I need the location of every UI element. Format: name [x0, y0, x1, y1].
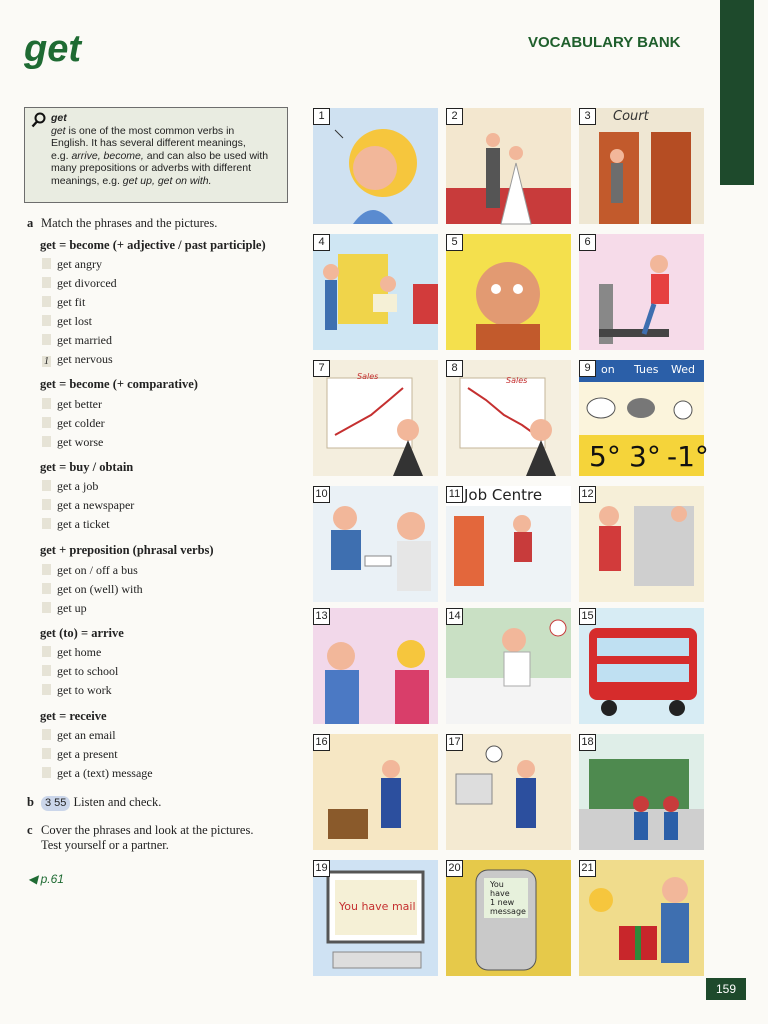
phrase-item — [42, 517, 110, 532]
answer-box[interactable] — [42, 748, 51, 759]
group-heading: get = buy / obtain — [40, 460, 134, 474]
answer-box[interactable] — [42, 315, 51, 326]
phrase-item — [42, 766, 153, 781]
phrase-text: get angry — [57, 257, 102, 271]
magnifier-icon — [31, 112, 47, 128]
picture-panel — [579, 860, 704, 976]
info-line-3: e.g. arrive, become, and can also be used with — [51, 149, 269, 162]
info-box — [24, 107, 288, 203]
phrase-item — [42, 601, 87, 616]
picture-panel — [579, 360, 709, 476]
picture-number: 9 — [579, 360, 596, 377]
info-line-2: English. It has several different meanings, — [51, 137, 246, 149]
picture-panel — [446, 608, 571, 724]
picture-number: 21 — [579, 860, 596, 877]
phrase-item — [42, 563, 138, 578]
illustration — [313, 234, 438, 350]
weather-days: on Tues Wed — [601, 363, 695, 376]
answer-box[interactable] — [42, 684, 51, 695]
answer-box[interactable] — [42, 296, 51, 307]
picture-panel — [579, 108, 704, 224]
back-reference-link[interactable]: ◀ p.61 — [28, 872, 64, 886]
illustration — [313, 486, 438, 602]
phrase-text: get better — [57, 397, 102, 411]
answer-box[interactable] — [42, 646, 51, 657]
phrase-text: get lost — [57, 314, 92, 328]
picture-number: 4 — [313, 234, 330, 251]
phrase-text: get up — [57, 601, 87, 615]
weather-temps: 5° 3° -1° — [589, 440, 709, 473]
answer-box[interactable] — [42, 518, 51, 529]
picture-panel — [313, 234, 438, 350]
illustration — [579, 108, 704, 224]
picture-number: 1 — [313, 108, 330, 125]
picture-panel — [313, 608, 438, 724]
page-title: get — [24, 28, 81, 70]
phrase-item — [42, 416, 105, 431]
picture-panel — [446, 360, 571, 476]
illustration — [579, 234, 704, 350]
phrase-text: get married — [57, 333, 112, 347]
picture-panel — [313, 108, 438, 224]
job-centre-sign: Job Centre — [464, 486, 543, 504]
answer-box[interactable] — [42, 417, 51, 428]
phrase-text: get a job — [57, 479, 99, 493]
picture-panel — [446, 860, 571, 976]
picture-panel — [579, 234, 704, 350]
phrase-text: get a newspaper — [57, 498, 135, 512]
picture-number: 8 — [446, 360, 463, 377]
picture-number: 12 — [579, 486, 596, 503]
answer-box[interactable] — [42, 398, 51, 409]
phrase-text: get a ticket — [57, 517, 110, 531]
picture-number: 19 — [313, 860, 330, 877]
phrase-text: get an email — [57, 728, 116, 742]
phrase-text: get on / off a bus — [57, 563, 138, 577]
phrase-text: get home — [57, 645, 102, 659]
illustration — [579, 734, 704, 850]
answer-box[interactable] — [42, 729, 51, 740]
phrase-item — [42, 479, 98, 494]
answer-box[interactable] — [42, 564, 51, 575]
picture-panel — [313, 860, 438, 976]
phrase-item — [42, 257, 102, 272]
answer-box[interactable] — [42, 480, 51, 491]
phrase-text: get to school — [57, 664, 119, 678]
phrase-text: get a present — [57, 747, 118, 761]
group-heading: get = receive — [40, 709, 107, 723]
picture-number: 14 — [446, 608, 463, 625]
picture-panel — [446, 234, 571, 350]
illustration — [313, 734, 438, 850]
illustration — [579, 608, 704, 724]
illustration — [446, 608, 571, 724]
group-heading: get = become (+ comparative) — [40, 377, 198, 391]
picture-panel — [313, 360, 438, 476]
phrase-text: get divorced — [57, 276, 117, 290]
phrase-item — [42, 314, 92, 329]
picture-number: 15 — [579, 608, 596, 625]
illustration — [313, 108, 438, 224]
illustration — [446, 234, 571, 350]
picture-number: 17 — [446, 734, 463, 751]
picture-number: 2 — [446, 108, 463, 125]
group-heading: get + preposition (phrasal verbs) — [40, 543, 214, 557]
picture-panel — [579, 486, 704, 602]
answer-box[interactable] — [42, 665, 51, 676]
group-heading: get (to) = arrive — [40, 626, 124, 640]
picture-panel — [446, 486, 571, 602]
illustration — [579, 860, 704, 976]
answer-box[interactable] — [42, 334, 51, 345]
audio-track-badge[interactable]: 3 55 — [41, 796, 70, 811]
sales-label: Sales — [357, 372, 379, 381]
answer-box[interactable] — [42, 436, 51, 447]
answer-box[interactable] — [42, 258, 51, 269]
answer-box[interactable] — [42, 499, 51, 510]
picture-number: 10 — [313, 486, 330, 503]
phrase-text: get colder — [57, 416, 105, 430]
phrase-text: get on (well) with — [57, 582, 143, 596]
phrase-item — [42, 352, 113, 367]
picture-number: 18 — [579, 734, 596, 751]
picture-number: 5 — [446, 234, 463, 251]
phrase-text: get nervous — [57, 352, 113, 366]
phrase-item — [42, 498, 134, 513]
phrase-text: get worse — [57, 435, 104, 449]
phrase-item — [42, 683, 112, 698]
illustration — [579, 486, 704, 602]
info-line-4: many prepositions or adverbs with different — [51, 162, 251, 174]
picture-panel — [579, 734, 704, 850]
phrase-item — [42, 295, 85, 310]
picture-number: 13 — [313, 608, 330, 625]
picture-panel — [446, 108, 571, 224]
picture-panel — [446, 734, 571, 850]
info-line-5: meanings, e.g. get up, get on with. — [51, 174, 212, 187]
page-edge-strip — [720, 0, 754, 185]
phrase-item — [42, 728, 116, 743]
picture-number: 11 — [446, 486, 463, 503]
answer-box[interactable] — [42, 277, 51, 288]
picture-number: 7 — [313, 360, 330, 377]
phone-message: You have 1 new message — [490, 880, 526, 916]
illustration — [313, 608, 438, 724]
phrase-item — [42, 333, 112, 348]
answer-box[interactable] — [42, 583, 51, 594]
phrase-text: get fit — [57, 295, 86, 309]
phrase-text: get a (text) message — [57, 766, 153, 780]
group-heading: get = become (+ adjective / past participle) — [40, 238, 266, 252]
picture-panel — [313, 734, 438, 850]
phrase-item — [42, 276, 117, 291]
picture-panel — [313, 486, 438, 602]
phrase-item — [42, 664, 118, 679]
info-line-1: get is one of the most common verbs in — [51, 124, 235, 137]
phrase-item — [42, 397, 102, 412]
phrase-item — [42, 582, 143, 597]
picture-number: 20 — [446, 860, 463, 877]
answer-box[interactable] — [42, 767, 51, 778]
phrase-item — [42, 747, 118, 762]
sales-label: Sales — [506, 376, 528, 385]
illustration — [446, 108, 571, 224]
section-title: VOCABULARY BANK — [528, 34, 681, 51]
phrase-item — [42, 435, 103, 450]
email-text: You have mail — [339, 900, 416, 913]
picture-number: 3 — [579, 108, 596, 125]
answer-box[interactable] — [42, 602, 51, 613]
info-box-heading: get — [51, 112, 67, 124]
picture-number: 16 — [313, 734, 330, 751]
picture-number: 6 — [579, 234, 596, 251]
answer-box[interactable]: 1 — [44, 356, 49, 367]
illustration — [313, 860, 438, 976]
illustration — [446, 734, 571, 850]
illustration — [446, 860, 571, 976]
court-sign: Court — [613, 109, 649, 124]
phrase-item — [42, 645, 101, 660]
picture-panel — [579, 608, 704, 724]
phrase-text: get to work — [57, 683, 112, 697]
page-number: 159 — [706, 978, 746, 1000]
